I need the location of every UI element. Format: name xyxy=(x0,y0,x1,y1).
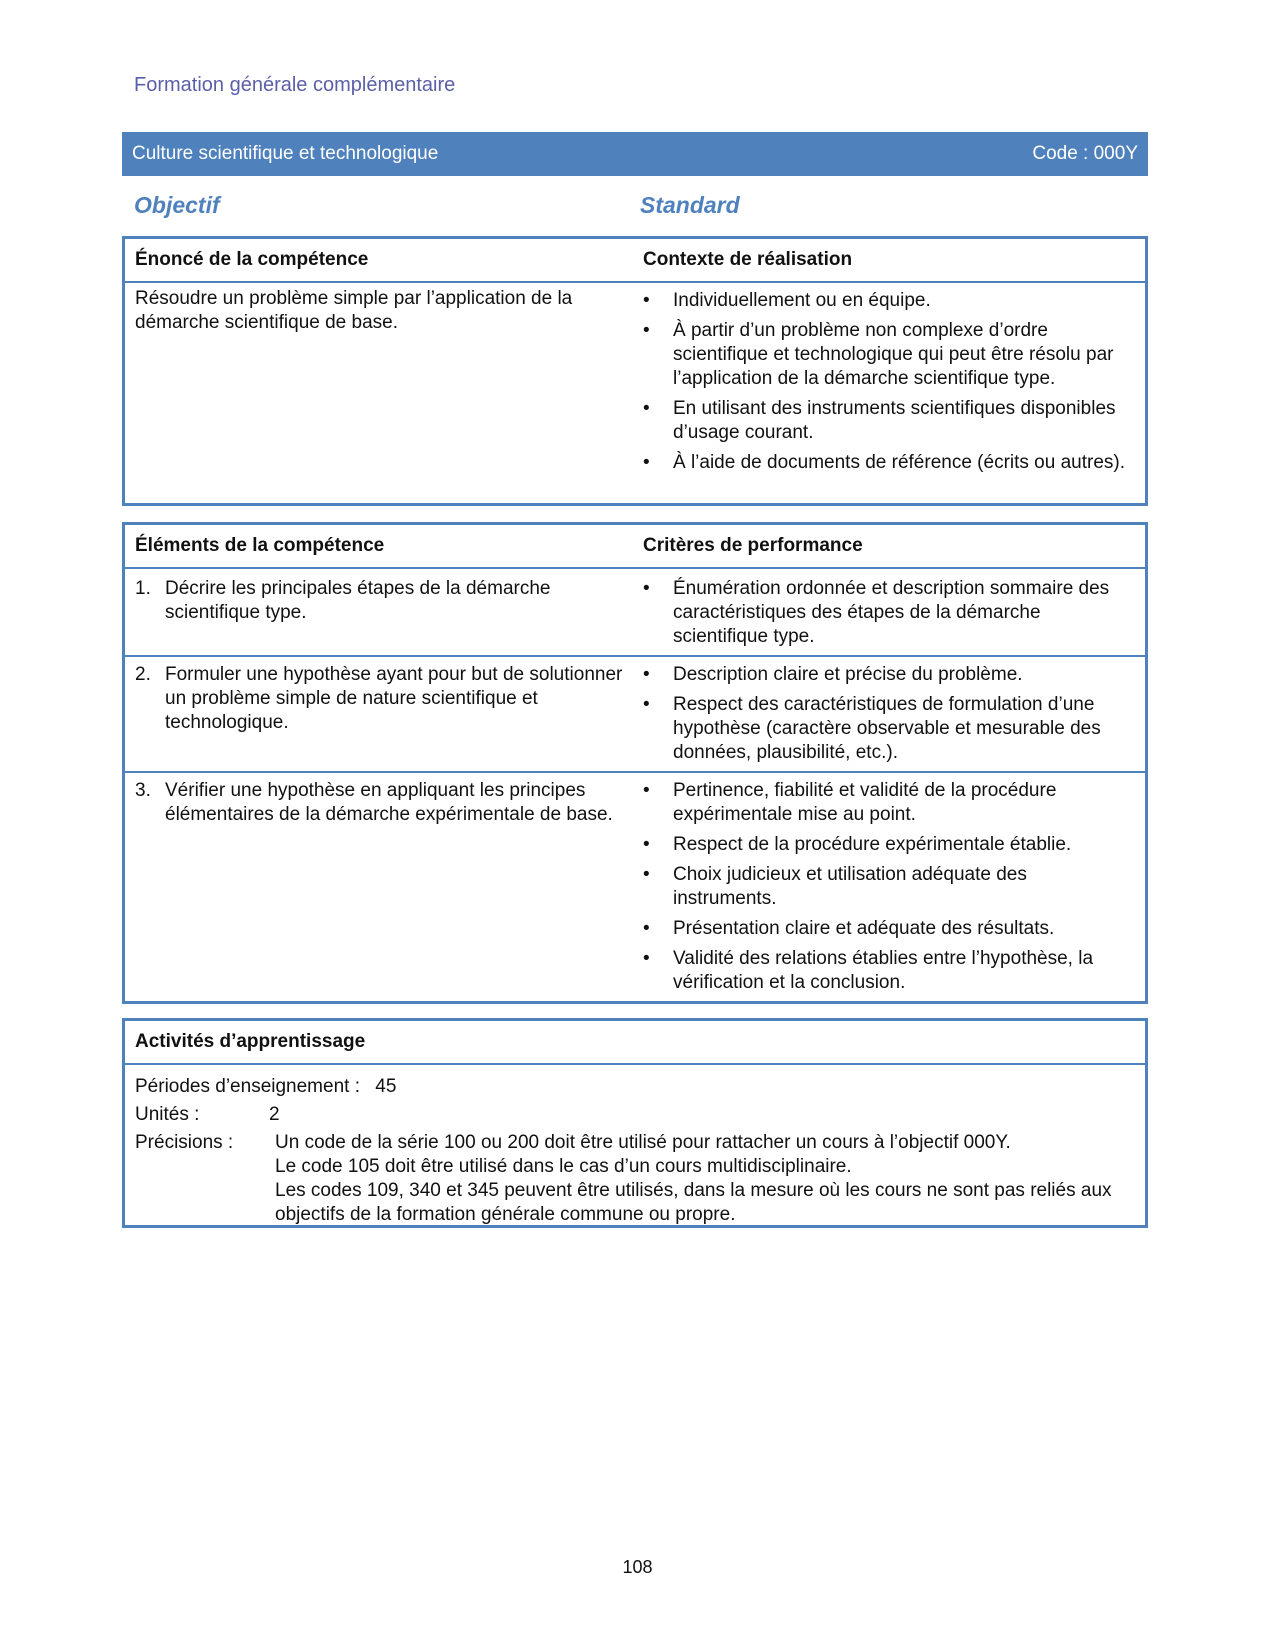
course-name: Culture scientifique et technologique xyxy=(132,143,439,164)
criteres-header: Critères de performance xyxy=(643,535,863,556)
element-number: 2. xyxy=(135,664,151,685)
contexte-header: Contexte de réalisation xyxy=(643,249,853,270)
page-header: Formation générale complémentaire xyxy=(134,74,456,96)
criteres-list xyxy=(643,577,1133,655)
activites-header: Activités d’apprentissage xyxy=(135,1031,366,1052)
table-row xyxy=(125,657,1145,773)
periodes-row xyxy=(135,1075,396,1099)
objectif-heading: Objectif xyxy=(134,192,220,218)
list-item: • Respect de la procédure expérimentale établie. xyxy=(643,833,1133,857)
element-text: Formuler une hypothèse ayant pour but de solutionner un problème simple de nature scientifique et technologique. xyxy=(165,664,623,733)
competence-box-header xyxy=(125,239,1145,283)
list-item: • Description claire et précise du problème. xyxy=(643,663,1133,687)
criteres-list xyxy=(643,779,1133,1001)
element-number: 1. xyxy=(135,578,151,599)
course-title-bar xyxy=(122,132,1148,176)
element-text: Vérifier une hypothèse en appliquant les principes élémentaires de la démarche expérimentale de base. xyxy=(165,780,613,825)
criteres-list xyxy=(643,663,1133,771)
table-row xyxy=(125,773,1145,1005)
precision-line: Le code 105 doit être utilisé dans le cas d’un cours multidisciplinaire. xyxy=(275,1156,852,1177)
list-item: • Respect des caractéristiques de formulation d’une hypothèse (caractère observable et mesurable des données, plausibilité, etc.). xyxy=(643,693,1133,765)
activites-box-header xyxy=(125,1021,1145,1065)
list-item: • Présentation claire et adéquate des résultats. xyxy=(643,917,1133,941)
list-item: • En utilisant des instruments scientifiques disponibles d’usage courant. xyxy=(643,397,1133,445)
table-row xyxy=(125,569,1145,657)
activites-box xyxy=(122,1018,1148,1228)
standard-heading: Standard xyxy=(640,192,740,218)
list-item: • Individuellement ou en équipe. xyxy=(643,289,1133,313)
precisions-text xyxy=(275,1131,1135,1227)
elements-box-header xyxy=(125,525,1145,569)
list-item: • Pertinence, fiabilité et validité de la procédure expérimentale mise au point. xyxy=(643,779,1133,827)
unites-value: 2 xyxy=(269,1104,280,1125)
precisions-row xyxy=(135,1131,1135,1225)
enonce-text: Résoudre un problème simple par l’application de la démarche scientifique de base. xyxy=(135,288,573,333)
precision-line: Un code de la série 100 ou 200 doit être utilisé pour rattacher un cours à l’objectif 000Y. xyxy=(275,1132,1011,1153)
element-text: Décrire les principales étapes de la démarche scientifique type. xyxy=(165,578,551,623)
list-item: • Validité des relations établies entre l’hypothèse, la vérification et la conclusion. xyxy=(643,947,1133,995)
course-code: Code : 000Y xyxy=(1032,143,1138,164)
list-item: • À partir d’un problème non complexe d’ordre scientifique et technologique qui peut être résolu par l’application de la démarche scientifique type. xyxy=(643,319,1133,391)
element-number: 3. xyxy=(135,780,151,801)
elements-header: Éléments de la compétence xyxy=(135,535,385,556)
competence-box xyxy=(122,236,1148,506)
unites-label: Unités : xyxy=(135,1104,200,1125)
contexte-list xyxy=(643,289,1133,481)
list-item: • À l’aide de documents de référence (écrits ou autres). xyxy=(643,451,1133,475)
precision-line: Les codes 109, 340 et 345 peuvent être utilisés, dans la mesure où les cours ne sont pas reliés aux objectifs de la formation générale commune ou propre. xyxy=(275,1180,1112,1225)
enonce-header: Énoncé de la compétence xyxy=(135,249,369,270)
list-item: • Choix judicieux et utilisation adéquate des instruments. xyxy=(643,863,1133,911)
elements-box xyxy=(122,522,1148,1004)
page-number: 108 xyxy=(622,1557,653,1577)
periodes-value: 45 xyxy=(375,1076,397,1097)
unites-row xyxy=(135,1103,280,1127)
periodes-label: Périodes d’enseignement : xyxy=(135,1076,360,1097)
list-item: • Énumération ordonnée et description sommaire des caractéristiques des étapes de la démarche scientifique type. xyxy=(643,577,1133,649)
precisions-label: Précisions : xyxy=(135,1132,234,1153)
